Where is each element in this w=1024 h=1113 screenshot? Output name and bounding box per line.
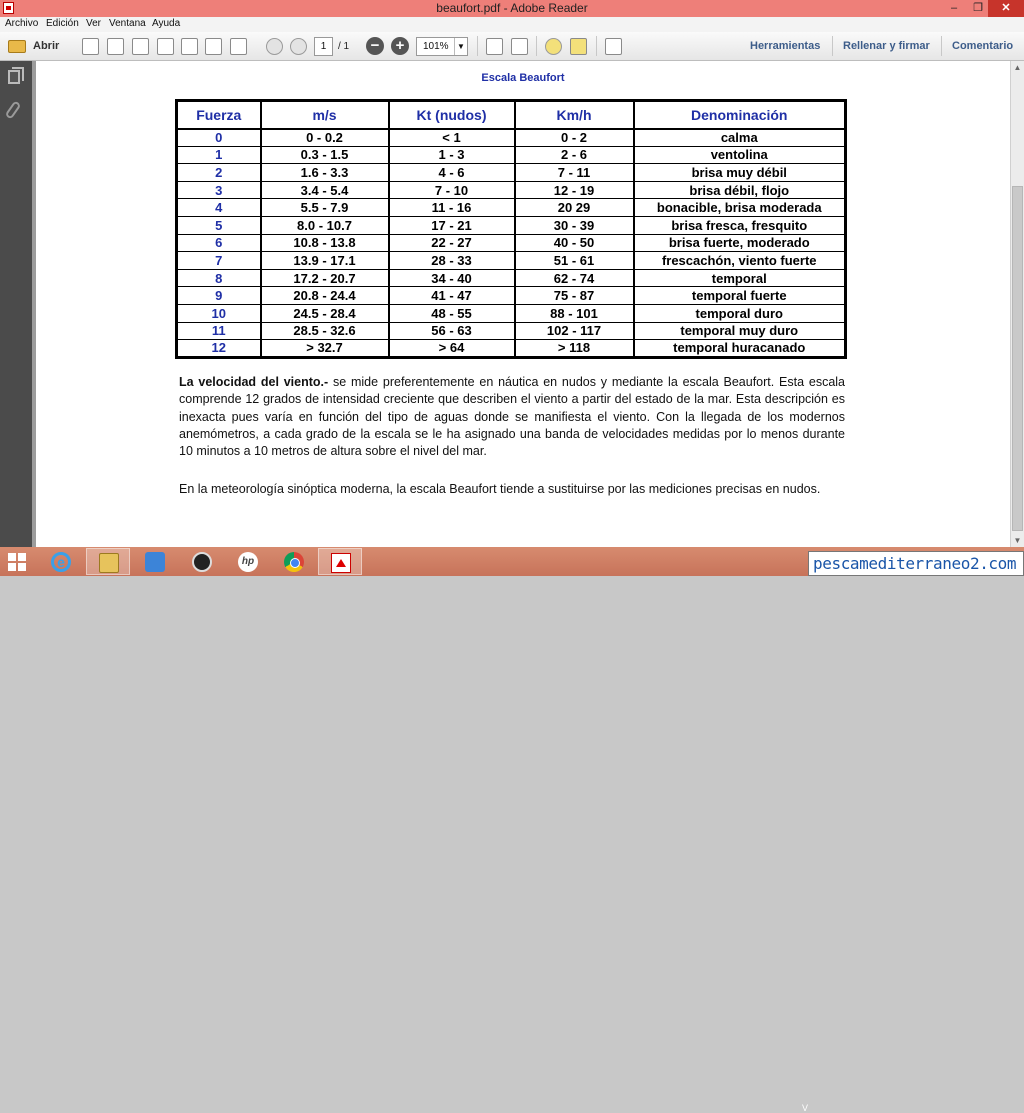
table-row — [177, 340, 846, 358]
toolbar-divider — [832, 36, 833, 56]
col-header-kmh: Km/h — [515, 101, 634, 129]
cell-denominacion: brisa fresca, fresquito — [634, 216, 846, 234]
cell-denominacion: temporal huracanado — [634, 340, 846, 358]
cell-fuerza: 5 — [177, 216, 261, 234]
tray-text: V — [802, 1103, 809, 1113]
cell-kt: 48 - 55 — [389, 304, 515, 322]
beaufort-table — [175, 99, 847, 359]
cell-kt: 11 - 16 — [389, 199, 515, 217]
table-row — [177, 269, 846, 287]
table-row — [177, 129, 846, 147]
cell-ms: 0.3 - 1.5 — [261, 146, 389, 164]
open-button[interactable]: Abrir — [33, 40, 60, 52]
fit-page-icon[interactable] — [486, 38, 503, 55]
cell-kt: 22 - 27 — [389, 234, 515, 252]
toolbar-divider — [941, 36, 942, 56]
cell-kmh: 51 - 61 — [515, 252, 634, 270]
email-icon[interactable] — [230, 38, 247, 55]
attachments-paperclip-icon[interactable] — [5, 100, 22, 119]
vertical-scrollbar[interactable] — [1010, 61, 1024, 547]
cell-ms: 10.8 - 13.8 — [261, 234, 389, 252]
hp-icon: hp — [238, 552, 258, 572]
cell-kmh: 102 - 117 — [515, 322, 634, 340]
scrollbar-thumb[interactable] — [1012, 186, 1023, 531]
cell-ms: 24.5 - 28.4 — [261, 304, 389, 322]
windows-start-icon[interactable] — [8, 553, 26, 571]
comment-bubble-icon[interactable] — [545, 38, 562, 55]
cell-fuerza: 8 — [177, 269, 261, 287]
cell-denominacion: temporal — [634, 269, 846, 287]
cell-fuerza: 7 — [177, 252, 261, 270]
title-bar — [0, 0, 1024, 17]
edit-icon[interactable] — [132, 38, 149, 55]
page-number-input[interactable]: 1 — [314, 37, 333, 56]
cell-fuerza: 4 — [177, 199, 261, 217]
cell-ms: 1.6 - 3.3 — [261, 164, 389, 182]
export-pdf-icon[interactable] — [107, 38, 124, 55]
cell-denominacion: temporal duro — [634, 304, 846, 322]
cell-kt: 4 - 6 — [389, 164, 515, 182]
upload-cloud-icon[interactable] — [157, 38, 174, 55]
cell-kmh: 88 - 101 — [515, 304, 634, 322]
cell-kmh: > 118 — [515, 340, 634, 358]
cell-denominacion: calma — [634, 129, 846, 147]
cell-fuerza: 0 — [177, 129, 261, 147]
page-total: / 1 — [338, 41, 350, 52]
fill-sign-button[interactable]: Rellenar y firmar — [843, 40, 930, 52]
cell-kt: 7 - 10 — [389, 181, 515, 199]
menu-ayuda[interactable]: Ayuda — [152, 18, 181, 29]
cell-denominacion: frescachón, viento fuerte — [634, 252, 846, 270]
col-header-ms: m/s — [261, 101, 389, 129]
paragraph-lead: La velocidad del viento.- — [179, 375, 329, 389]
paragraph-wind-speed — [179, 374, 845, 460]
cell-kmh: 40 - 50 — [515, 234, 634, 252]
cell-kt: < 1 — [389, 129, 515, 147]
table-row — [177, 287, 846, 305]
menu-ventana[interactable]: Ventana — [109, 18, 146, 29]
fullscreen-icon[interactable] — [511, 38, 528, 55]
maximize-button[interactable]: ❐ — [973, 2, 983, 14]
cell-ms: 0 - 0.2 — [261, 129, 389, 147]
cell-denominacion: brisa débil, flojo — [634, 181, 846, 199]
table-row — [177, 146, 846, 164]
cell-fuerza: 9 — [177, 287, 261, 305]
table-row — [177, 304, 846, 322]
chrome-icon — [284, 552, 304, 572]
table-row — [177, 234, 846, 252]
rocket-icon — [145, 552, 165, 572]
comment-button[interactable]: Comentario — [952, 40, 1014, 52]
taskbar-camera-app[interactable] — [180, 548, 224, 575]
taskbar-adobe-reader[interactable] — [318, 548, 362, 575]
cell-fuerza: 11 — [177, 322, 261, 340]
next-page-icon[interactable] — [290, 38, 307, 55]
create-pdf-icon[interactable] — [82, 38, 99, 55]
cell-fuerza: 3 — [177, 181, 261, 199]
zoom-out-button[interactable]: − — [366, 37, 384, 55]
paragraph-meteorology: En la meteorología sinóptica moderna, la escala Beaufort tiende a sustituirse por las mediciones precisas en nudos. — [179, 482, 821, 496]
menu-archivo[interactable]: Archivo — [5, 18, 39, 29]
cell-ms: 13.9 - 17.1 — [261, 252, 389, 270]
window-title: beaufort.pdf - Adobe Reader — [436, 1, 588, 15]
cell-ms: 20.8 - 24.4 — [261, 287, 389, 305]
taskbar-file-explorer[interactable] — [86, 548, 130, 575]
taskbar-rocket-app[interactable] — [133, 548, 177, 575]
cell-denominacion: temporal fuerte — [634, 287, 846, 305]
cell-kmh: 2 - 6 — [515, 146, 634, 164]
cell-kt: > 64 — [389, 340, 515, 358]
table-row — [177, 164, 846, 182]
scroll-up-arrow-icon[interactable]: ▲ — [1013, 63, 1022, 72]
cell-ms: > 32.7 — [261, 340, 389, 358]
previous-page-icon[interactable] — [266, 38, 283, 55]
cell-kmh: 62 - 74 — [515, 269, 634, 287]
cell-kt: 41 - 47 — [389, 287, 515, 305]
cell-fuerza: 6 — [177, 234, 261, 252]
cell-kt: 28 - 33 — [389, 252, 515, 270]
menu-ver[interactable]: Ver — [86, 18, 102, 29]
cell-denominacion: ventolina — [634, 146, 846, 164]
table-row — [177, 322, 846, 340]
expand-icon[interactable] — [605, 38, 622, 55]
navigation-pane — [0, 61, 32, 547]
zoom-value: 101% — [423, 41, 449, 52]
table-row — [177, 252, 846, 270]
cell-ms: 5.5 - 7.9 — [261, 199, 389, 217]
cell-kmh: 0 - 2 — [515, 129, 634, 147]
print-icon[interactable] — [205, 38, 222, 55]
taskbar-internet-explorer[interactable] — [39, 548, 83, 575]
cell-kmh: 75 - 87 — [515, 287, 634, 305]
cell-fuerza: 1 — [177, 146, 261, 164]
taskbar-hp-app[interactable] — [226, 548, 270, 575]
table-header-row — [177, 101, 846, 129]
cell-kmh: 20 29 — [515, 199, 634, 217]
cell-denominacion: brisa fuerte, moderado — [634, 234, 846, 252]
cell-ms: 3.4 - 5.4 — [261, 181, 389, 199]
cell-kt: 17 - 21 — [389, 216, 515, 234]
zoom-select[interactable] — [416, 37, 468, 56]
cell-kt: 56 - 63 — [389, 322, 515, 340]
folder-icon — [99, 553, 119, 573]
internet-explorer-icon: e — [51, 552, 71, 572]
cell-kt: 1 - 3 — [389, 146, 515, 164]
col-header-denominacion: Denominación — [634, 101, 846, 129]
col-header-fuerza: Fuerza — [177, 101, 261, 129]
cell-kt: 34 - 40 — [389, 269, 515, 287]
cell-denominacion: temporal muy duro — [634, 322, 846, 340]
table-row — [177, 181, 846, 199]
cell-ms: 17.2 - 20.7 — [261, 269, 389, 287]
table-row — [177, 199, 846, 217]
save-icon[interactable] — [181, 38, 198, 55]
table-row — [177, 216, 846, 234]
cell-kmh: 7 - 11 — [515, 164, 634, 182]
tools-button[interactable]: Herramientas — [750, 40, 821, 52]
pages-panel-icon[interactable] — [8, 70, 20, 84]
toolbar-divider — [536, 36, 537, 56]
document-heading: Escala Beaufort — [481, 72, 565, 84]
table-body — [177, 129, 846, 358]
paragraph-body: se mide preferentemente en náutica en nudos y mediante la escala Beaufort. Esta escala comprende 12 grados de intensidad creciente que describen el viento a partir del estado de la mar. Esta descripción es inexacta pues varía en función del tipo de aguas donde se manifiesta el viento. Con la llegada de los modernos anemómetros, a cada grado de la escala se le ha asignado una banda de velocidades medidas por lo menos durante 10 minutos a 10 metros de altura sobre el nivel del mar. — [179, 375, 845, 459]
cell-kmh: 12 - 19 — [515, 181, 634, 199]
highlight-icon[interactable] — [570, 38, 587, 55]
pdf-page — [36, 61, 1010, 547]
close-button[interactable]: ✕ — [988, 0, 1024, 17]
chevron-down-icon[interactable]: ▼ — [454, 38, 467, 55]
toolbar-divider — [596, 36, 597, 56]
col-header-kt: Kt (nudos) — [389, 101, 515, 129]
document-viewport[interactable] — [32, 61, 1010, 547]
open-folder-icon[interactable] — [8, 40, 26, 53]
cell-denominacion: brisa muy débil — [634, 164, 846, 182]
cell-fuerza: 10 — [177, 304, 261, 322]
zoom-in-button[interactable]: + — [391, 37, 409, 55]
cell-ms: 28.5 - 32.6 — [261, 322, 389, 340]
taskbar-chrome[interactable] — [272, 548, 316, 575]
cell-fuerza: 2 — [177, 164, 261, 182]
webcam-icon — [192, 552, 212, 572]
cell-kmh: 30 - 39 — [515, 216, 634, 234]
minimize-button[interactable]: ‒ — [950, 2, 958, 14]
menu-edicion[interactable]: Edición — [46, 18, 79, 29]
scroll-down-arrow-icon[interactable]: ▼ — [1013, 536, 1022, 545]
cell-denominacion: bonacible, brisa moderada — [634, 199, 846, 217]
cell-ms: 8.0 - 10.7 — [261, 216, 389, 234]
menu-bar — [0, 17, 1024, 32]
toolbar-divider — [477, 36, 478, 56]
watermark: pescamediterraneo2.com — [808, 551, 1024, 576]
adobe-pdf-icon — [331, 553, 351, 573]
cell-fuerza: 12 — [177, 340, 261, 358]
